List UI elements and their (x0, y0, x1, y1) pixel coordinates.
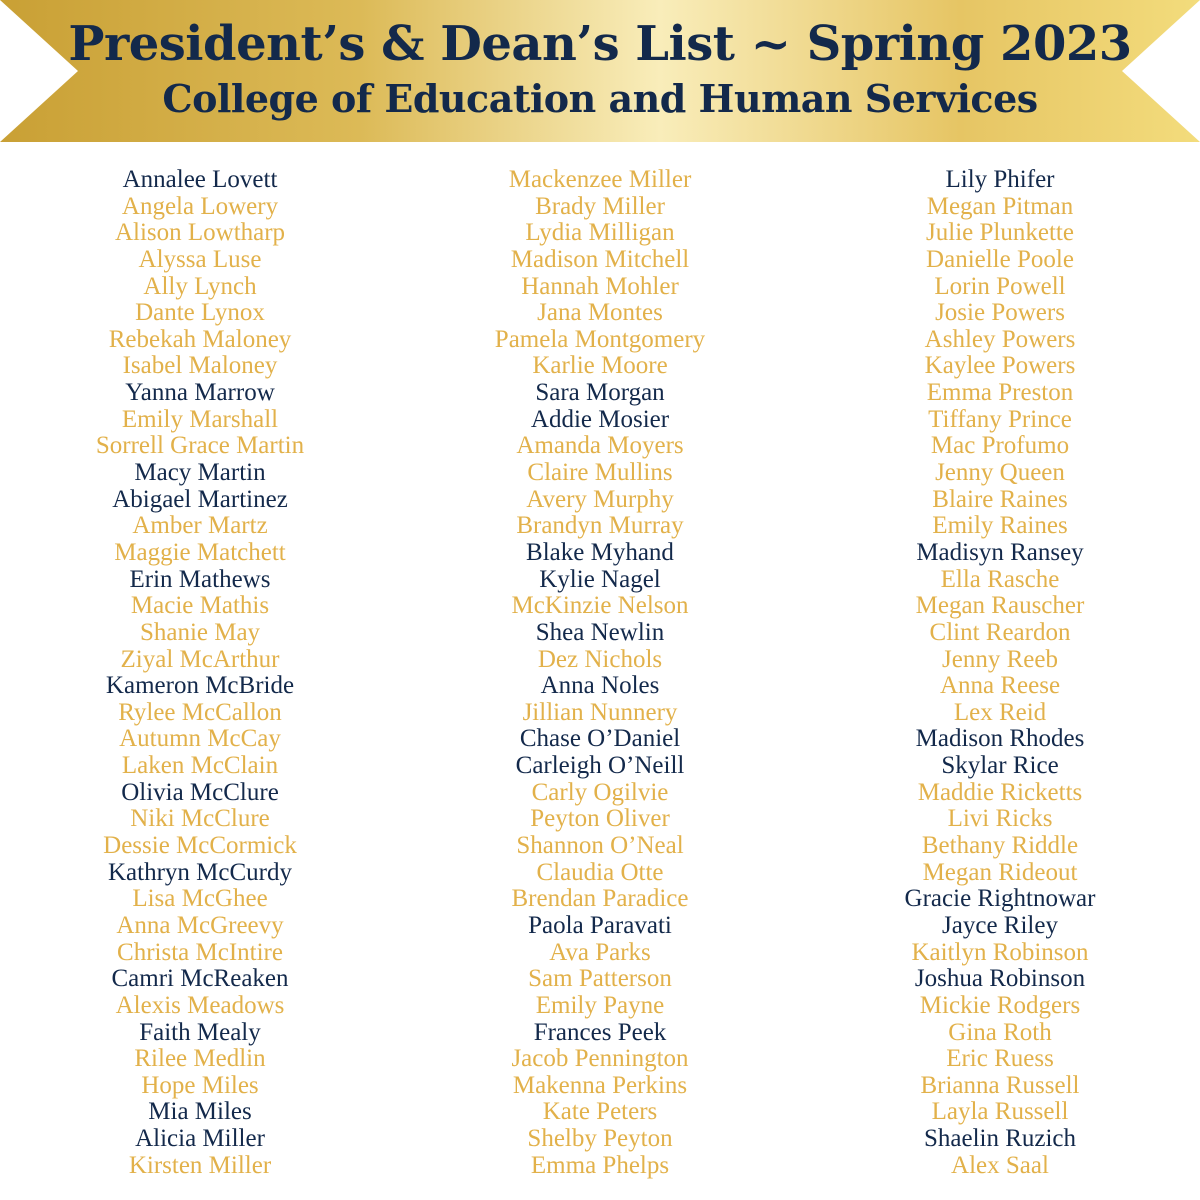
list-item: Niki McClure (130, 805, 270, 833)
list-item: Yanna Marrow (125, 379, 275, 407)
list-item: Jillian Nunnery (522, 698, 678, 726)
list-item: Claudia Otte (536, 858, 664, 886)
list-item: Livi Ricks (947, 805, 1053, 833)
list-item: Anna Noles (540, 672, 660, 700)
list-item: Carly Ogilvie (531, 778, 669, 806)
list-item: Hope Miles (141, 1071, 259, 1099)
list-item: Brianna Russell (920, 1071, 1080, 1099)
list-item: Chase O’Daniel (519, 725, 681, 753)
list-item: Addie Mosier (530, 405, 670, 433)
list-item: Kylie Nagel (539, 565, 661, 593)
list-item: Abigael Martinez (112, 485, 288, 513)
list-item: Clint Reardon (929, 618, 1071, 646)
list-item: Sorrell Grace Martin (95, 432, 305, 460)
names-column-3 (800, 167, 1200, 1179)
list-item: Shelby Peyton (527, 1125, 673, 1153)
names-column-2 (400, 167, 800, 1179)
list-item: Annalee Lovett (122, 166, 278, 193)
list-item: Laken McClain (121, 752, 279, 780)
list-item: Jayce Riley (942, 911, 1058, 939)
list-item: Lex Reid (953, 698, 1047, 726)
list-item: Rebekah Maloney (108, 325, 292, 353)
list-item: Blaire Raines (932, 485, 1068, 513)
list-item: Olivia McClure (121, 778, 279, 806)
list-item: Alison Lowtharp (114, 219, 286, 247)
list-item: Maggie Matchett (114, 538, 286, 566)
list-item: McKinzie Nelson (511, 592, 689, 620)
list-item: Danielle Poole (926, 245, 1074, 273)
list-item: Dez Nichols (537, 645, 663, 673)
list-item: Alex Saal (951, 1151, 1049, 1179)
list-item: Emily Payne (535, 991, 665, 1019)
list-item: Alyssa Luse (138, 245, 262, 273)
list-item: Emily Marshall (121, 405, 279, 433)
list-item: Madison Rhodes (915, 725, 1085, 753)
list-item: Gina Roth (948, 1018, 1052, 1046)
list-item: Pamela Montgomery (494, 325, 706, 353)
list-item: Ashley Powers (924, 325, 1076, 353)
list-item: Lydia Milligan (525, 219, 675, 247)
list-item: Paola Paravati (528, 911, 672, 939)
list-item: Sam Patterson (528, 965, 672, 993)
list-item: Ziyal McArthur (120, 645, 280, 673)
list-item: Angela Lowery (121, 192, 279, 220)
list-item: Christa McIntire (117, 938, 283, 966)
list-item: Brandyn Murray (516, 512, 684, 540)
list-item: Faith Mealy (139, 1018, 261, 1046)
list-item: Karlie Moore (532, 352, 668, 380)
list-item: Lily Phifer (945, 166, 1055, 193)
list-item: Kathryn McCurdy (108, 858, 292, 886)
list-item: Mickie Rodgers (919, 991, 1081, 1019)
list-item: Madison Mitchell (510, 245, 690, 273)
list-item: Dessie McCormick (103, 832, 297, 860)
names-column-1 (0, 167, 400, 1179)
list-item: Mackenzee Miller (508, 166, 692, 193)
list-item: Madisyn Ransey (916, 538, 1084, 566)
list-item: Dante Lynox (135, 299, 265, 327)
list-item: Kirsten Miller (128, 1151, 272, 1179)
list-item: Shanie May (139, 618, 261, 646)
list-item: Mia Miles (148, 1098, 252, 1126)
list-item: Megan Rauscher (915, 592, 1085, 620)
list-item: Emily Raines (932, 512, 1068, 540)
list-item: Autumn McCay (119, 725, 281, 753)
list-item: Jana Montes (537, 299, 663, 327)
list-item: Layla Russell (931, 1098, 1069, 1126)
list-item: Kate Peters (542, 1098, 658, 1126)
list-item: Rilee Medlin (134, 1045, 266, 1073)
list-item: Eric Ruess (946, 1045, 1054, 1073)
list-item: Julie Plunkette (926, 219, 1074, 247)
list-item: Erin Mathews (129, 565, 271, 593)
list-item: Lisa McGhee (132, 885, 268, 913)
list-item: Shaelin Ruzich (923, 1125, 1077, 1153)
list-item: Anna McGreevy (116, 911, 284, 939)
list-item: Shannon O’Neal (516, 832, 684, 860)
list-item: Carleigh O’Neill (515, 752, 685, 780)
list-item: Tiffany Prince (928, 405, 1072, 433)
list-item: Skylar Rice (941, 752, 1059, 780)
list-item: Camri McReaken (111, 965, 289, 993)
list-item: Gracie Rightnowar (904, 885, 1096, 913)
list-item: Ella Rasche (940, 565, 1060, 593)
list-item: Rylee McCallon (118, 698, 282, 726)
list-item: Sara Morgan (535, 379, 665, 407)
list-item: Megan Pitman (926, 192, 1074, 220)
list-item: Isabel Maloney (122, 352, 278, 380)
list-item: Lorin Powell (934, 272, 1066, 300)
list-item: Emma Preston (926, 379, 1074, 407)
list-item: Mac Profumo (930, 432, 1070, 460)
list-item: Alicia Miller (135, 1125, 265, 1153)
list-item: Kaitlyn Robinson (911, 938, 1089, 966)
list-item: Frances Peek (533, 1018, 667, 1046)
list-item: Macie Mathis (130, 592, 270, 620)
list-item: Alexis Meadows (115, 991, 285, 1019)
list-item: Blake Myhand (526, 538, 674, 566)
list-item: Macy Martin (134, 459, 266, 487)
list-item: Peyton Oliver (530, 805, 670, 833)
list-item: Ally Lynch (143, 272, 257, 300)
ribbon-banner (0, 0, 1200, 142)
list-item: Megan Rideout (922, 858, 1078, 886)
list-item: Kaylee Powers (924, 352, 1076, 380)
list-item: Avery Murphy (526, 485, 674, 513)
list-item: Bethany Riddle (921, 832, 1079, 860)
list-item: Amanda Moyers (516, 432, 684, 460)
list-item: Claire Mullins (527, 459, 673, 487)
list-item: Anna Reese (939, 672, 1061, 700)
page-title: President’s & Dean’s List ~ Spring 2023 (68, 16, 1132, 72)
list-item: Brendan Paradice (511, 885, 689, 913)
list-item: Ava Parks (549, 938, 651, 966)
list-item: Joshua Robinson (914, 965, 1086, 993)
list-item: Jenny Reeb (942, 645, 1058, 673)
list-item: Jenny Queen (935, 459, 1065, 487)
list-item: Emma Phelps (530, 1151, 670, 1179)
list-item: Jacob Pennington (511, 1045, 689, 1073)
list-item: Josie Powers (935, 299, 1065, 327)
list-item: Makenna Perkins (512, 1071, 688, 1099)
list-item: Hannah Mohler (521, 272, 679, 300)
list-item: Brady Miller (535, 192, 665, 220)
list-item: Amber Martz (132, 512, 268, 540)
page-subtitle: College of Education and Human Services (162, 76, 1038, 121)
list-item: Maddie Ricketts (917, 778, 1083, 806)
list-item: Kameron McBride (105, 672, 295, 700)
list-item: Shea Newlin (535, 618, 665, 646)
